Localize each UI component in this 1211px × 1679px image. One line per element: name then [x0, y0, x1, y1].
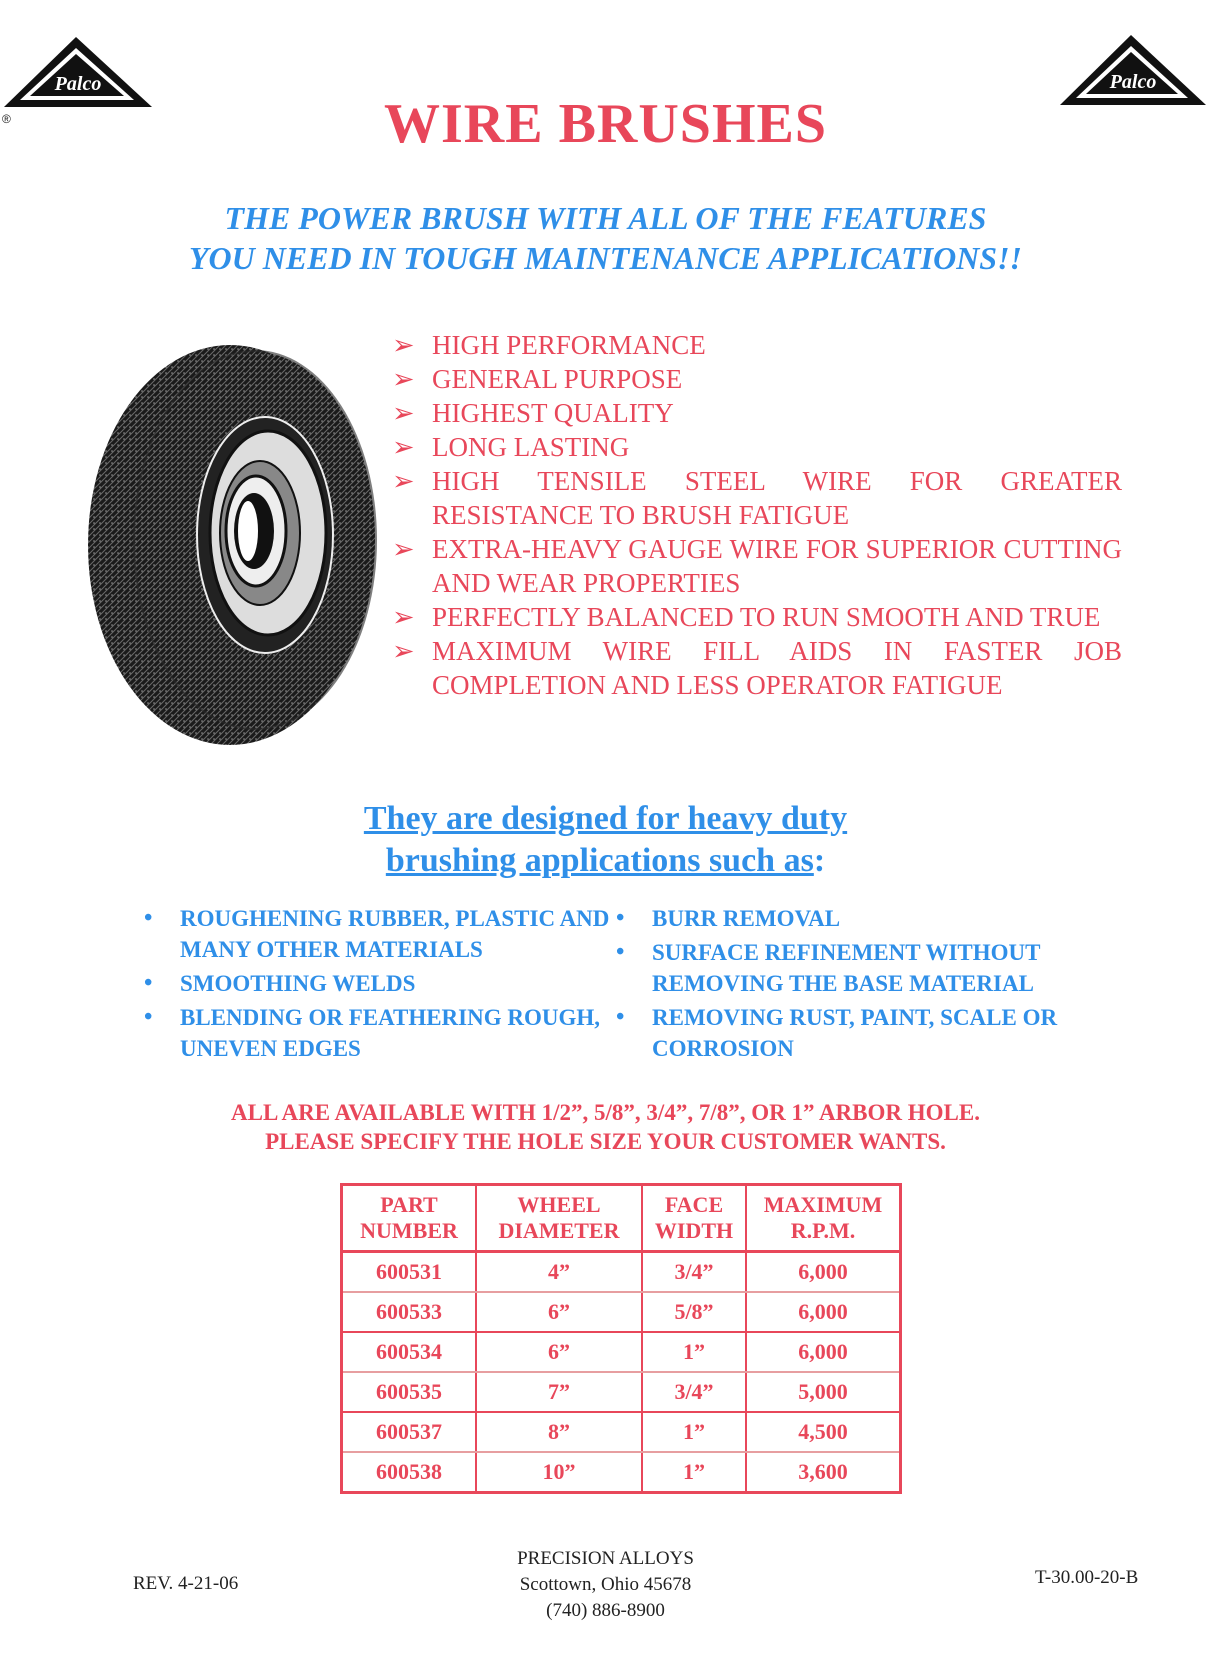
feature-item: ➢ HIGHEST QUALITY — [392, 398, 674, 428]
spec-table — [340, 1183, 902, 1494]
table-row — [342, 1412, 901, 1452]
cell-part-number: 600537 — [342, 1412, 477, 1452]
cell-part-number: 600533 — [342, 1292, 477, 1332]
arrow-bullet-icon: ➢ — [392, 602, 415, 632]
company-phone: (740) 886-8900 — [546, 1600, 665, 1621]
registered-mark: ® — [2, 112, 11, 126]
cell-part-number: 600538 — [342, 1452, 477, 1493]
page-title: WIRE BRUSHES — [383, 93, 828, 155]
svg-text:Palco: Palco — [1109, 71, 1157, 93]
tagline-line-2: YOU NEED IN TOUGH MAINTENANCE APPLICATIONS!! — [188, 240, 1022, 276]
feature-item: ➢ HIGH TENSILE STEEL WIRE FOR GREATER RESISTANCE TO BRUSH FATIGUE — [392, 466, 1122, 530]
arrow-bullet-icon: ➢ — [392, 398, 415, 428]
cell-part-number: 600535 — [342, 1372, 477, 1412]
table-header-row — [342, 1185, 901, 1252]
svg-text:Palco: Palco — [54, 73, 102, 95]
arrow-bullet-icon: ➢ — [392, 432, 415, 462]
table-row — [342, 1332, 901, 1372]
designed-heading-text: brushing applications such as — [385, 842, 814, 879]
feature-item: ➢ MAXIMUM WIRE FILL AIDS IN FASTER JOB COMPLETION AND LESS OPERATOR FATIGUE — [392, 636, 1122, 700]
cell-face-width: 5/8” — [642, 1292, 746, 1332]
feature-item: ➢ LONG LASTING — [392, 432, 630, 462]
document-number: T-30.00-20-B — [1035, 1567, 1139, 1588]
cell-wheel-diameter: 4” — [476, 1252, 642, 1293]
column-header-face-width: FACE WIDTH — [642, 1185, 746, 1252]
tagline-line-1: THE POWER BRUSH WITH ALL OF THE FEATURES — [224, 200, 987, 236]
cell-max-rpm: 6,000 — [746, 1292, 901, 1332]
arrow-bullet-icon: ➢ — [392, 534, 415, 564]
table-row — [342, 1292, 901, 1332]
cell-face-width: 1” — [642, 1332, 746, 1372]
dot-bullet-icon: • — [144, 905, 153, 931]
cell-max-rpm: 4,500 — [746, 1412, 901, 1452]
cell-max-rpm: 6,000 — [746, 1332, 901, 1372]
arrow-bullet-icon: ➢ — [392, 330, 415, 360]
column-header-max-rpm: MAXIMUM R.P.M. — [746, 1185, 901, 1252]
cell-face-width: 3/4” — [642, 1372, 746, 1412]
cell-face-width: 1” — [642, 1452, 746, 1493]
cell-max-rpm: 6,000 — [746, 1252, 901, 1293]
designed-heading-line-2 — [0, 842, 1211, 880]
dot-bullet-icon: • — [144, 970, 153, 996]
cell-wheel-diameter: 7” — [476, 1372, 642, 1412]
application-item: • REMOVING RUST, PAINT, SCALE OR CORROSION — [616, 1004, 1058, 1061]
dot-bullet-icon: • — [616, 1004, 625, 1030]
company-city: Scottown, Ohio 45678 — [519, 1574, 692, 1595]
availability-line-2: PLEASE SPECIFY THE HOLE SIZE YOUR CUSTOMER WANTS. — [265, 1129, 946, 1154]
application-item: • BLENDING OR FEATHERING ROUGH, UNEVEN EDGES — [144, 1004, 601, 1061]
arrow-bullet-icon: ➢ — [392, 364, 415, 394]
availability-line-1: ALL ARE AVAILABLE WITH 1/2”, 5/8”, 3/4”, 7/8”, OR 1” ARBOR HOLE. — [231, 1100, 980, 1125]
applications-list-right — [612, 903, 1092, 1067]
application-item: • SMOOTHING WELDS — [140, 968, 610, 999]
feature-item: ➢ PERFECTLY BALANCED TO RUN SMOOTH AND TRUE — [392, 602, 1101, 632]
application-item: • BURR REMOVAL — [612, 903, 1092, 934]
company-name: PRECISION ALLOYS — [517, 1548, 694, 1569]
cell-part-number: 600534 — [342, 1332, 477, 1372]
cell-wheel-diameter: 10” — [476, 1452, 642, 1493]
application-item: • SURFACE REFINEMENT WITHOUT REMOVING THE BASE MATERIAL — [616, 939, 1041, 996]
feature-item: ➢ HIGH PERFORMANCE — [392, 330, 706, 360]
features-list — [392, 328, 1122, 702]
applications-list-left — [140, 903, 610, 1067]
cell-max-rpm: 5,000 — [746, 1372, 901, 1412]
feature-item: ➢ GENERAL PURPOSE — [392, 364, 683, 394]
table-row — [342, 1252, 901, 1293]
column-header-wheel-diameter: WHEEL DIAMETER — [476, 1185, 642, 1252]
application-item: • ROUGHENING RUBBER, PLASTIC AND MANY OTHER MATERIALS — [144, 905, 610, 962]
cell-face-width: 1” — [642, 1412, 746, 1452]
dot-bullet-icon: • — [144, 1004, 153, 1030]
designed-heading-line-1: They are designed for heavy duty — [363, 800, 848, 837]
cell-max-rpm: 3,600 — [746, 1452, 901, 1493]
dot-bullet-icon: • — [616, 939, 625, 965]
cell-wheel-diameter: 8” — [476, 1412, 642, 1452]
feature-item: ➢ EXTRA-HEAVY GAUGE WIRE FOR SUPERIOR CUTTING AND WEAR PROPERTIES — [392, 534, 1122, 598]
column-header-part-number: PART NUMBER — [342, 1185, 477, 1252]
revision-date: REV. 4-21-06 — [133, 1573, 239, 1594]
cell-wheel-diameter: 6” — [476, 1292, 642, 1332]
cell-part-number: 600531 — [342, 1252, 477, 1293]
company-address — [0, 1546, 1211, 1624]
cell-face-width: 3/4” — [642, 1252, 746, 1293]
cell-wheel-diameter: 6” — [476, 1332, 642, 1372]
table-row — [342, 1372, 901, 1412]
wire-brush-wheel-image — [80, 335, 380, 755]
arrow-bullet-icon: ➢ — [392, 636, 415, 666]
dot-bullet-icon: • — [616, 905, 625, 931]
table-row — [342, 1452, 901, 1493]
designed-heading-colon: : — [813, 842, 826, 879]
arrow-bullet-icon: ➢ — [392, 466, 415, 496]
